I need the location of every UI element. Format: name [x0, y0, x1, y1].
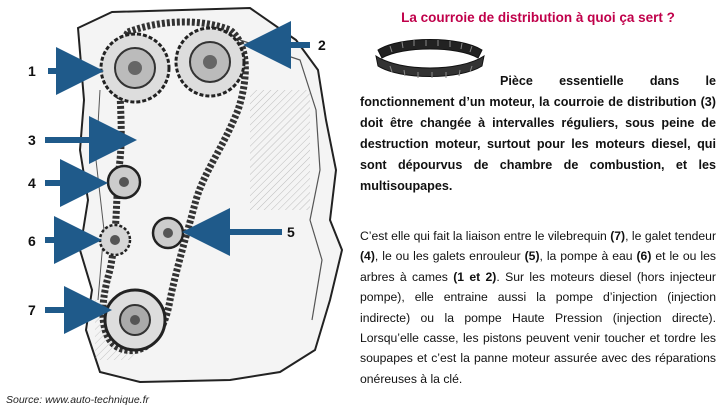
- page-title: La courroie de distribution à quoi ça sert ?: [401, 10, 675, 25]
- label-6: 6: [28, 233, 36, 249]
- label-3: 3: [28, 132, 36, 148]
- idler-pulley: [153, 218, 183, 248]
- intro-paragraph: Pièce essentielle dans le fonctionnement d’un moteur, la courroie de distribution (3) doit être changée à intervalles réguliers, sous peine de destruction moteur, surtout pour les moteurs diesel, qui sont dépourvus de chambre de combustion, et les multisoupapes.: [360, 74, 716, 193]
- engine-timing-diagram: [0, 0, 352, 396]
- label-5: 5: [287, 224, 295, 240]
- label-7: 7: [28, 302, 36, 318]
- crankshaft-pulley: [105, 290, 165, 350]
- label-2: 2: [318, 37, 326, 53]
- detail-paragraph: C’est elle qui fait la liaison entre le vilebrequin (7), le galet tendeur (4), le ou les galets enrouleur (5), la pompe à eau (6) et le ou les arbres à cames (1 et 2). Sur les moteurs diesel (hors injecteur pompe), elle entraine aussi la pompe d’injection (injection indirecte) ou la pompe Haute Pression (injection directe). Lorsqu’elle casse, les pistons peuvent venir toucher et tordre les soupapes et c’est la panne moteur assurée avec des réparations onéreuses à la clé.: [360, 229, 716, 386]
- label-1: 1: [28, 63, 36, 79]
- camshaft-pulley-1: [101, 34, 169, 102]
- text-column: [360, 0, 716, 415]
- water-pump-pulley: [100, 225, 130, 255]
- source-caption: Source: www.auto-technique.fr: [6, 394, 149, 406]
- tensioner-pulley: [108, 166, 140, 198]
- camshaft-pulley-2: [176, 28, 244, 96]
- label-4: 4: [28, 175, 36, 191]
